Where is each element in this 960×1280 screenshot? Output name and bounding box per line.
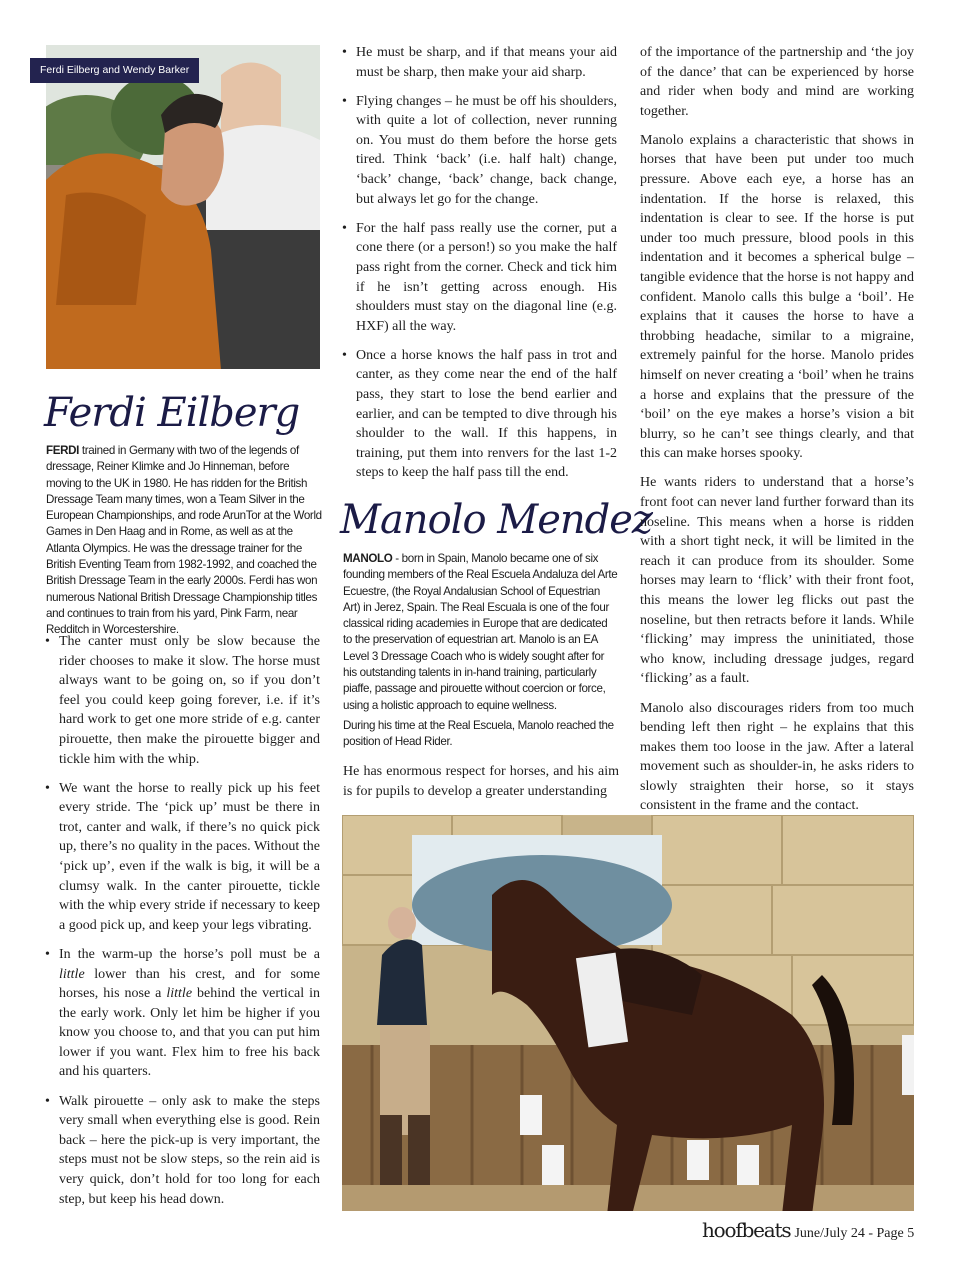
manolo-body-start: He has enormous respect for horses, and his aim is for pupils to develop a greater understanding [343, 764, 619, 799]
tip-canter: • The canter must only be slow because the rider chooses to make it slow. The horse must always want to be going on, so if you don’t feel you could keep going forever, i.e. if it’s hard work to get one more stride of e.g. canter pirouette, then make the pirouette bigger and tickle him with the whip. [44, 632, 320, 769]
footer [702, 1218, 914, 1242]
tip-walk-pirouette: • Walk pirouette – only ask to make the steps very small when everything else is good. Rein back – here the pick-up is very important, the steps must not be slow steps, so the rein aid is very quick, don’t hold for too long for each step, but keep his head down. [44, 1092, 320, 1210]
col3-paragraph-2: Manolo explains a characteristic that shows in horses that have been put under too much pressure. Above each eye, a horse has an indentation. If the horse is relaxed, this indentation is clear to see. If the horse is put under too much pressure, blood pools in this indentation and it becomes a spherical bulge – tangible evidence that the horse is not happy and confident. Manolo calls this bulge a ‘boil’. He explains that it causes the horse to have a throbbing headache, similar to a migraine, extremely painful for the horse. Manolo prides himself on never creating a ‘boil’ when he trains a horse and explains that the pressure of the ‘boil’ on the eye makes a horse’s vision a bit blurry, so he can’t see things clearly, and that this can make horses spooky. [640, 132, 914, 462]
warmup-b: little [59, 966, 85, 982]
ferdi-bio [46, 443, 322, 639]
warmup-d: little [166, 986, 193, 1002]
tip-half-pass-renvers: • Once a horse knows the half pass in trot and canter, as they come near the end of the half pass, they start to lose the bend earlier and earlier, and can be tempted to dive through his shoulder to the wall. If this happens, in training, put them into renvers for the last 1-2 steps to keep the half pass till the end. [341, 346, 617, 483]
manolo-bio-para-2: During his time at the Real Escuela, Manolo reached the position of Head Rider. [343, 718, 614, 749]
ferdi-tips-column-1 [44, 632, 320, 1219]
warmup-e: behind the vertical in the early work. Only let him be higher if you know you choose to, and that you can put him lower if you want. Flex him to free his back and his quarters. [59, 986, 320, 1080]
manolo-bio [343, 551, 619, 751]
warmup-a: In the warm-up the horse’s poll must be a [59, 946, 320, 962]
ferdi-signature: Ferdi Eilberg [44, 390, 300, 436]
tip-sharp: • He must be sharp, and if that means your aid must be sharp, then make your aid sharp. [341, 43, 617, 82]
manolo-horse-photo [342, 815, 914, 1211]
manolo-bio-lead: MANOLO [343, 552, 393, 565]
warmup-c: lower than his crest, and for some horses, his nose a [59, 966, 320, 1002]
col3-paragraph-4: Manolo also discourages riders from too much bending left then right – he explains that this makes them too loose in the jaw. After a lateral movement such as shoulder-in, he asks riders to slowly straighten their horse, so it stays consistent in the frame and the contact. [640, 700, 914, 814]
manolo-signature: Manolo Mendez [340, 497, 652, 543]
footer-brand: hoofbeats [702, 1218, 791, 1242]
tip-pick-up: • We want the horse to really pick up his feet every stride. The ‘pick up’ must be there in trot, canter and walk, if there’s no quick pick up, there’s no quality in the paces. Without the ‘pick up’, even if the walk is big, it will be a clumsy walk. In the canter pirouette, tickle with the whip every stride if necessary to keep a good pick up, and keep your legs vibrating. [44, 779, 320, 936]
col3-paragraph-3: He wants riders to understand that a horse’s front foot can never land further forward than its noseline. This means when a horse is ridden with a short tight neck, it will be limited in the reach it can produce from its shoulder. Some horses may learn to ‘flick’ with their front foot, this means the lower leg flicks out past the noseline, but then retracts before it lands. While ‘flicking’ may impress the uninitiated, those who know, including dressage judges, regard ‘flicking’ as a fault. [640, 475, 914, 687]
manolo-bio-para-1 [343, 551, 619, 714]
tip-warm-up [44, 945, 320, 1082]
tip-flying-changes: • Flying changes – he must be off his shoulders, with quite a lot of collection, never running on. You must do them before the horse gets tired. Think ‘back’ (i.e. half halt) change, ‘back’ change, ‘back’ change, back change, but always let go for the change. [341, 92, 617, 210]
manolo-bio-text: - born in Spain, Manolo became one of six founding members of the Real Escuela Andaluza del Arte Ecuestre, (the Royal Andalusian School of Equestrian Art) in Jerez, Spain. The Real Escuala is one of the four classical riding academies in Europe that are dedicated to the preservation of equestrian art. Manolo is an EA Level 3 Dressage Coach who is widely sought after for his outstanding talents in in-hand training, particularly piaffe, passage and pirouette without coercion or force, using a holistic approach to equine wellness. [343, 552, 618, 712]
tip-half-pass-corner: • For the half pass really use the corner, put a cone there (or a person!) so you make the half pass right from the corner. Check and tick him if he isn’t getting across enough. His shoulders must stay on the diagonal line (e.g. HXF) all the way. [341, 219, 617, 337]
ferdi-bio-lead: FERDI [46, 444, 80, 457]
ferdi-bio-text: trained in Germany with two of the legends of dressage, Reiner Klimke and Jo Hinneman, before moving to the UK in 1980. He has ridden for the British Dressage Team many times, won a Team Silver in the European Championships, and rode ArunTor at the World Games in Den Haag and in Rome, as well as at the Atlanta Olympics. He was the dressage trainer for the British Eventing Team from 1982-1992, and coached the British Dressage Team in the early 2000s. Ferdi has won numerous National British Dressage Championship titles and continues to train from his yard, Pink Farm, near Redditch in Worcestershire. [46, 444, 322, 637]
footer-issue: June/July 24 - Page 5 [794, 1226, 915, 1241]
manolo-column-3 [640, 43, 914, 826]
col3-paragraph-1: of the importance of the partnership and ‘the joy of the dance’ that can be experienced by horse and rider when body and mind are working together. [640, 45, 914, 119]
ferdi-tips-column-2 [341, 43, 617, 492]
ferdi-photo [46, 45, 320, 369]
photo-caption: Ferdi Eilberg and Wendy Barker [30, 58, 199, 83]
